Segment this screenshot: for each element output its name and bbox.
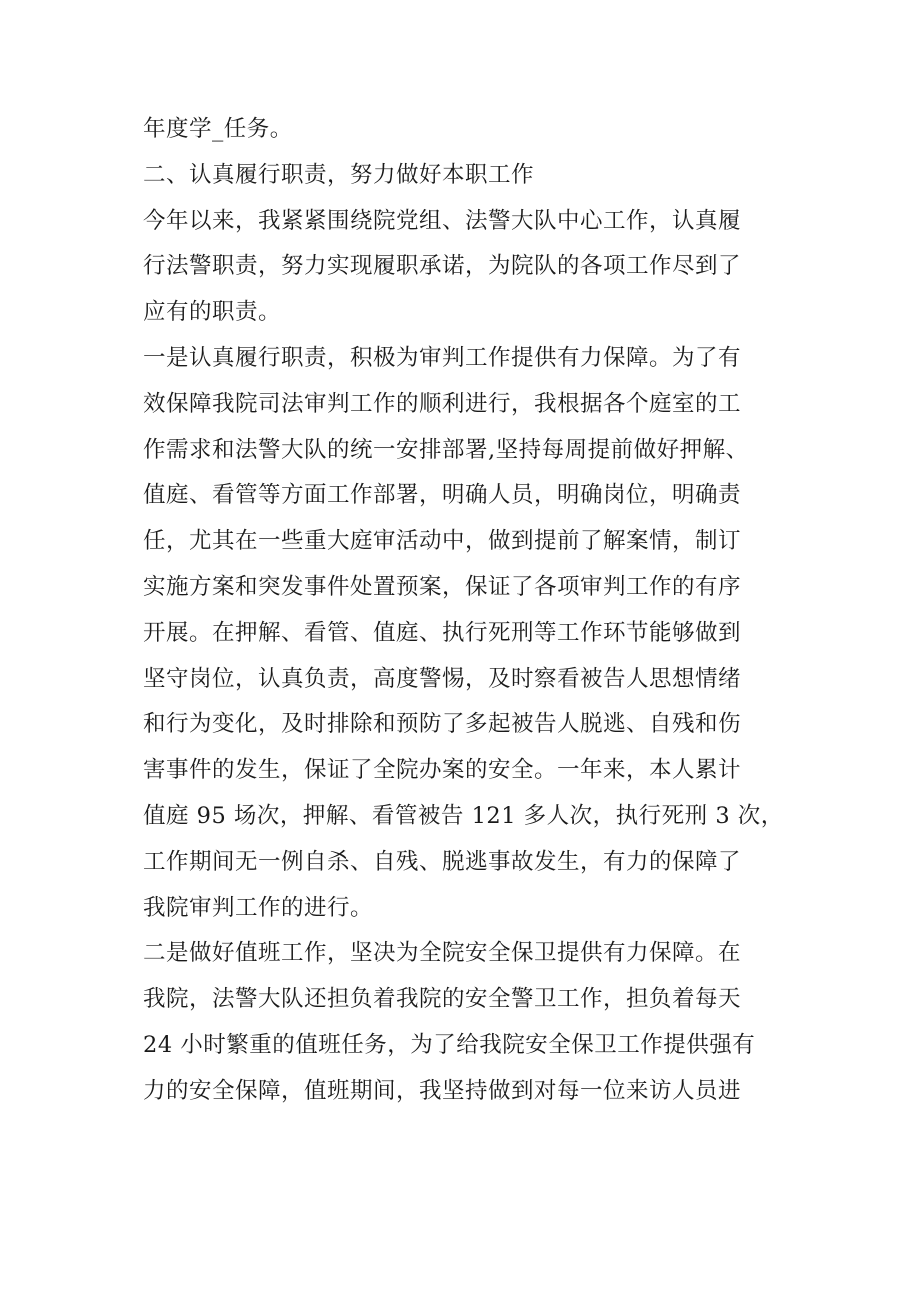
document-body [143, 107, 783, 1115]
section-heading: 二、认真履行职责，努力做好本职工作 [143, 161, 535, 188]
text-line-1: 年度学_任务。 [143, 116, 293, 142]
text-line-5: 应有的职责。 [143, 299, 282, 326]
text-line-11: 实施方案和突发事件处置预案，保证了各项审判工作的有序 [143, 573, 742, 600]
text-line-18: 我院审判工作的进行。 [143, 894, 374, 921]
text-line-3: 今年以来，我紧紧围绕院党组、法警大队中心工作，认真履 [143, 207, 742, 234]
text-line-15: 害事件的发生，保证了全院办案的安全。一年来，本人累计 [143, 757, 742, 784]
text-line-14: 和行为变化，及时排除和预防了多起被告人脱逃、自残和伤 [143, 711, 742, 738]
text-line-22: 力的安全保障，值班期间，我坚持做到对每一位来访人员进 [143, 1077, 742, 1104]
text-line-8: 作需求和法警大队的统一安排部署,坚持每周提前做好押解、 [143, 436, 749, 463]
text-line-21: 24 小时繁重的值班任务，为了给我院安全保卫工作提供强有 [143, 1031, 756, 1058]
text-line-12: 开展。在押解、看管、值庭、执行死刑等工作环节能够做到 [143, 619, 742, 646]
text-line-6: 一是认真履行职责，积极为审判工作提供有力保障。为了有 [143, 344, 742, 371]
text-line-13: 坚守岗位，认真负责，高度警惕，及时察看被告人思想情绪 [143, 665, 742, 692]
text-line-4: 行法警职责，努力实现履职承诺，为院队的各项工作尽到了 [143, 253, 742, 280]
text-line-9: 值庭、看管等方面工作部署，明确人员，明确岗位，明确责 [143, 482, 742, 509]
text-line-19: 二是做好值班工作，坚决为全院安全保卫提供有力保障。在 [143, 940, 742, 967]
text-line-10: 任，尤其在一些重大庭审活动中，做到提前了解案情，制订 [143, 528, 742, 555]
text-line-7: 效保障我院司法审判工作的顺利进行，我根据各个庭室的工 [143, 390, 742, 417]
text-line-17: 工作期间无一例自杀、自残、脱逃事故发生，有力的保障了 [143, 848, 742, 875]
text-line-16: 值庭 95 场次，押解、看管被告 121 多人次，执行死刑 3 次， [143, 802, 784, 829]
text-line-20: 我院，法警大队还担负着我院的安全警卫工作，担负着每天 [143, 986, 742, 1013]
